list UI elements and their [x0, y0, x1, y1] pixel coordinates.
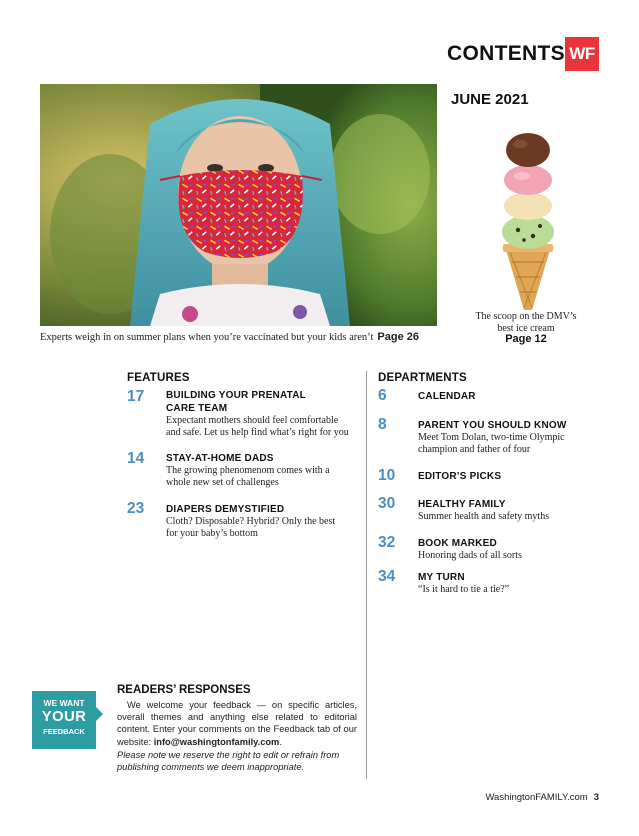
readers-body-text: We welcome your feedback — on specific articles, overall themes and anything else related to editorial content. Enter your comments on the Feedback tab of our website:: [117, 700, 357, 747]
footer-site[interactable]: WashingtonFAMILY.com: [485, 792, 588, 803]
hero-caption: [40, 331, 419, 343]
feature-entry[interactable]: [127, 500, 362, 540]
feedback-badge-line2: YOUR: [41, 708, 87, 725]
department-page-number: 10: [378, 467, 396, 484]
feature-description: Expectant mothers should feel comfortable: [166, 415, 339, 426]
department-description: Summer health and safety myths: [418, 511, 550, 522]
department-title: HEALTHY FAMILY: [418, 499, 506, 510]
hero-photo-illustration: [40, 84, 437, 326]
page-title: CONTENTS: [447, 42, 565, 65]
feature-page-number: 23: [127, 500, 145, 517]
department-title: CALENDAR: [418, 391, 476, 402]
hero-page-link[interactable]: Page 26: [377, 331, 419, 343]
department-description: Meet Tom Dolan, two-time Olympic: [418, 432, 565, 443]
department-description: Honoring dads of all sorts: [418, 550, 522, 561]
department-description: “Is it hard to tie a tie?”: [418, 584, 510, 595]
feedback-badge-line3: FEEDBACK: [43, 727, 85, 736]
feature-title: STAY-AT-HOME DADS: [166, 453, 274, 464]
feature-title: BUILDING YOUR PRENATAL: [166, 390, 306, 401]
department-title: BOOK MARKED: [418, 538, 497, 549]
department-page-number: 34: [378, 568, 396, 585]
wf-logo: WF: [565, 37, 599, 71]
department-page-number: 30: [378, 495, 396, 512]
feedback-email-link[interactable]: info@washingtonfamily.com: [153, 736, 280, 747]
ice-cream-page-link[interactable]: Page 12: [505, 333, 547, 345]
feature-description: The growing phenomenom comes with a: [166, 465, 330, 476]
feature-description: and safe. Let us help find what’s right for you: [166, 427, 349, 438]
department-page-number: 6: [378, 387, 387, 404]
ice-cream-caption: The scoop on the DMV’s best ice cream: [475, 311, 577, 334]
readers-responses-body: [117, 699, 357, 748]
hero-caption-text: Experts weigh in on summer plans when you’re vaccinated but your kids aren’t: [40, 332, 374, 343]
department-entry[interactable]: [378, 495, 608, 525]
readers-responses-note: Please note we reserve the right to edit or refrain from publishing comments we deem inappropriate.: [117, 750, 340, 772]
page-footer: [485, 792, 599, 803]
footer-page-number: 3: [593, 792, 599, 803]
feature-description: whole new set of challenges: [166, 477, 279, 488]
features-heading: FEATURES: [127, 372, 190, 384]
department-page-number: 8: [378, 416, 387, 433]
department-entry[interactable]: [378, 568, 608, 598]
department-entry[interactable]: [378, 387, 608, 407]
department-title: PARENT YOU SHOULD KNOW: [418, 420, 567, 431]
department-page-number: 32: [378, 534, 396, 551]
feature-title: DIAPERS DEMYSTIFIED: [166, 504, 285, 515]
ice-cream-cone-icon: [488, 112, 568, 312]
readers-responses-heading: READERS’ RESPONSES: [117, 684, 251, 696]
feedback-badge-line1: WE WANT: [43, 698, 85, 708]
department-description: champion and father of four: [418, 444, 531, 455]
feature-description: for your baby’s bottom: [166, 528, 258, 539]
department-entry[interactable]: [378, 467, 608, 487]
hero-photo: [40, 84, 437, 326]
feature-title: CARE TEAM: [166, 403, 228, 414]
feature-page-number: 17: [127, 388, 145, 405]
issue-date: JUNE 2021: [451, 91, 529, 108]
department-entry[interactable]: [378, 416, 608, 456]
feature-description: Cloth? Disposable? Hybrid? Only the best: [166, 516, 336, 527]
feature-page-number: 14: [127, 450, 145, 467]
column-divider: [366, 371, 367, 779]
departments-heading: DEPARTMENTS: [378, 372, 467, 384]
feedback-badge-pointer: [96, 707, 103, 721]
readers-body-end: .: [279, 736, 282, 747]
feedback-badge[interactable]: [32, 691, 96, 749]
feature-entry[interactable]: [127, 388, 362, 438]
ice-cream-image: [488, 112, 568, 312]
department-title: EDITOR’S PICKS: [418, 471, 502, 482]
department-entry[interactable]: [378, 534, 608, 564]
department-title: MY TURN: [418, 572, 465, 583]
feature-entry[interactable]: [127, 450, 362, 490]
